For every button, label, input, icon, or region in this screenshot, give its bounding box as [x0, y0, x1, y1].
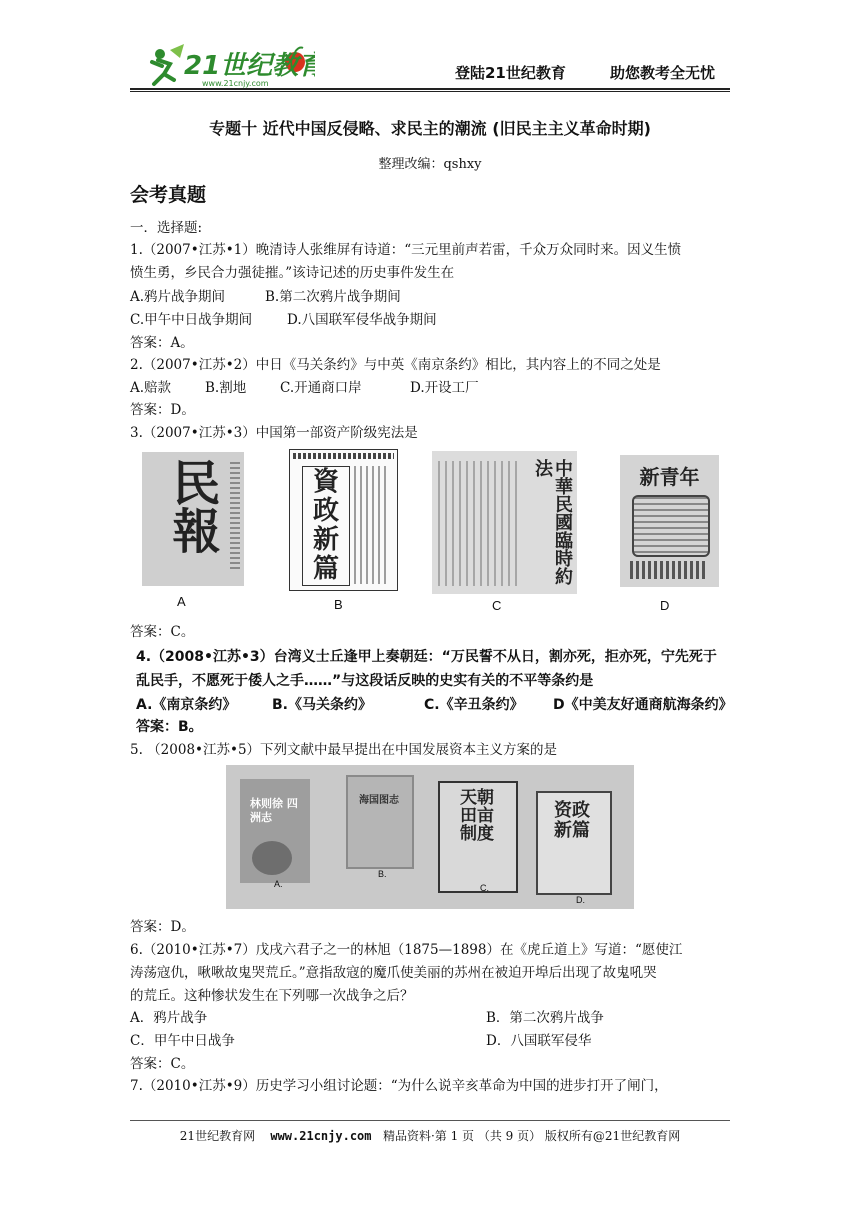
q6-answer: 答案：C。	[130, 1056, 195, 1072]
q6-option-c: C．甲午中日战争	[130, 1033, 235, 1049]
footer-copyright: 精品资料·第 1 页 （共 9 页） 版权所有@21世纪教育网	[382, 1129, 681, 1143]
q3-image-c-label: C	[492, 598, 502, 613]
q2-answer: 答案：D。	[130, 402, 195, 418]
q4-option-d: D《中美友好通商航海条约》	[553, 697, 733, 713]
q3-image-b-label: B	[334, 597, 343, 612]
footer-site: 21世纪教育网	[179, 1129, 256, 1143]
q6-option-b: B．第二次鸦片战争	[486, 1010, 604, 1026]
q5-book-d	[536, 791, 612, 895]
q3-stem-line1: 3.（2007•江苏•3）中国第一部资产阶级宪法是	[130, 425, 418, 441]
q5-book-a-text: 林则徐 四洲志	[250, 797, 298, 824]
q5-book-b-text: 海国图志	[359, 795, 399, 806]
q3-image-a-side-text	[230, 462, 240, 572]
section-heading: 会考真题	[130, 184, 207, 206]
q5-book-c-text: 天朝田亩制度	[460, 788, 494, 844]
q2-option-d: D.开设工厂	[410, 380, 479, 396]
q5-book-b-label: B.	[378, 869, 387, 879]
q3-image-c-text: 中華民國臨時約法	[532, 459, 573, 585]
q1-option-d: D.八国联军侵华战争期间	[287, 312, 437, 328]
q6-option-a: A．鸦片战争	[130, 1010, 208, 1026]
q5-answer: 答案：D。	[130, 919, 195, 935]
q4-stem-line2: 乱民手，不愿死于倭人之手……”与这段话反映的史实有关的不平等条约是	[136, 673, 594, 689]
logo-text: 21世纪教育	[184, 51, 315, 81]
site-logo	[140, 40, 315, 90]
q4-stem-line1: 4.（2008•江苏•3）台湾义士丘逢甲上奏朝廷：“万民誓不从日，割亦死，拒亦死，宁先死于	[136, 649, 717, 665]
q3-answer: 答案：C。	[130, 624, 195, 640]
q3-image-d-label: D	[660, 598, 670, 613]
q6-stem-line3: 的荒丘。这种惨状发生在下列哪一次战争之后？	[130, 988, 414, 1004]
q2-stem-line1: 2.（2007•江苏•2）中日《马关条约》与中英《南京条约》相比，其内容上的不同之处是	[130, 357, 661, 373]
q4-option-c: C.《辛丑条约》	[424, 697, 524, 713]
q5-book-c-label: C.	[480, 883, 489, 893]
header-rule-thin	[130, 91, 730, 92]
q3-image-d-text: 新青年	[639, 465, 700, 489]
part-heading: 一．选择题:	[130, 220, 203, 236]
q4-option-a: A.《南京条约》	[136, 697, 237, 713]
q3-image-a-text: 民報	[164, 458, 220, 554]
q5-stem-line1: 5. （2008•江苏•5）下列文献中最早提出在中国发展资本主义方案的是	[130, 742, 558, 758]
q1-option-b: B.第二次鸦片战争期间	[265, 289, 401, 305]
page-footer	[0, 1127, 860, 1144]
header-slogan-login: 登陆21世纪教育	[455, 64, 566, 82]
q6-option-d: D．八国联军侵华	[486, 1033, 592, 1049]
footer-url[interactable]: www.21cnjy.com	[270, 1129, 372, 1143]
q6-stem-line1: 6.（2010•江苏•7）戊戌六君子之一的林旭（1875—1898）在《虎丘道上》写道：“愿使江	[130, 942, 683, 958]
q1-answer: 答案：A。	[130, 335, 194, 351]
editor-credit: 整理改编：qshxy	[378, 157, 482, 172]
footer-rule	[130, 1120, 730, 1121]
q5-book-b	[346, 775, 414, 869]
q5-book-d-text: 资政新篇	[554, 800, 590, 841]
q3-image-b-text: 資政新篇	[312, 467, 339, 584]
q1-option-c: C.甲午中日战争期间	[130, 312, 253, 328]
q4-answer: 答案：B。	[136, 719, 203, 735]
q1-stem-line2: 愤生勇，乡民合力强徒摧。”该诗记述的历史事件发生在	[130, 265, 455, 281]
q1-option-a: A.鸦片战争期间	[130, 289, 226, 305]
q7-stem-line1: 7.（2010•江苏•9）历史学习小组讨论题：“为什么说辛亥革命为中国的进步打开了闸门，	[130, 1078, 668, 1094]
q2-option-b: B.割地	[205, 380, 247, 396]
q2-option-c: C.开通商口岸	[280, 380, 362, 396]
header-slogan-help: 助您教考全无忧	[610, 64, 716, 82]
q3-image-d	[620, 455, 719, 587]
q4-option-b: B.《马关条约》	[272, 697, 372, 713]
q5-book-c	[438, 781, 518, 893]
logo-url: www.21cnjy.com	[202, 79, 269, 88]
q6-stem-line2: 涛荡寇仇，啾啾故鬼哭荒丘。”意指敌寇的魔爪使美丽的苏州在被迫开埠后出现了故鬼吼哭	[130, 965, 657, 981]
q3-image-c	[432, 451, 577, 594]
q3-image-a	[142, 452, 244, 586]
q5-image	[226, 765, 634, 909]
q5-book-a	[240, 779, 310, 883]
page-title: 专题十 近代中国反侵略、求民主的潮流 (旧民主主义革命时期)	[209, 119, 651, 138]
q3-image-a-label: A	[177, 594, 186, 609]
q5-book-a-label: A.	[274, 879, 283, 889]
q2-option-a: A.赔款	[130, 380, 172, 396]
q1-stem-line1: 1.（2007•江苏•1）晚清诗人张维屏有诗道：“三元里前声若雷，千众万众同时来。因义生愤	[130, 242, 682, 258]
header-rule	[130, 88, 730, 90]
q3-image-b	[289, 449, 398, 591]
q5-book-d-label: D.	[576, 895, 585, 905]
